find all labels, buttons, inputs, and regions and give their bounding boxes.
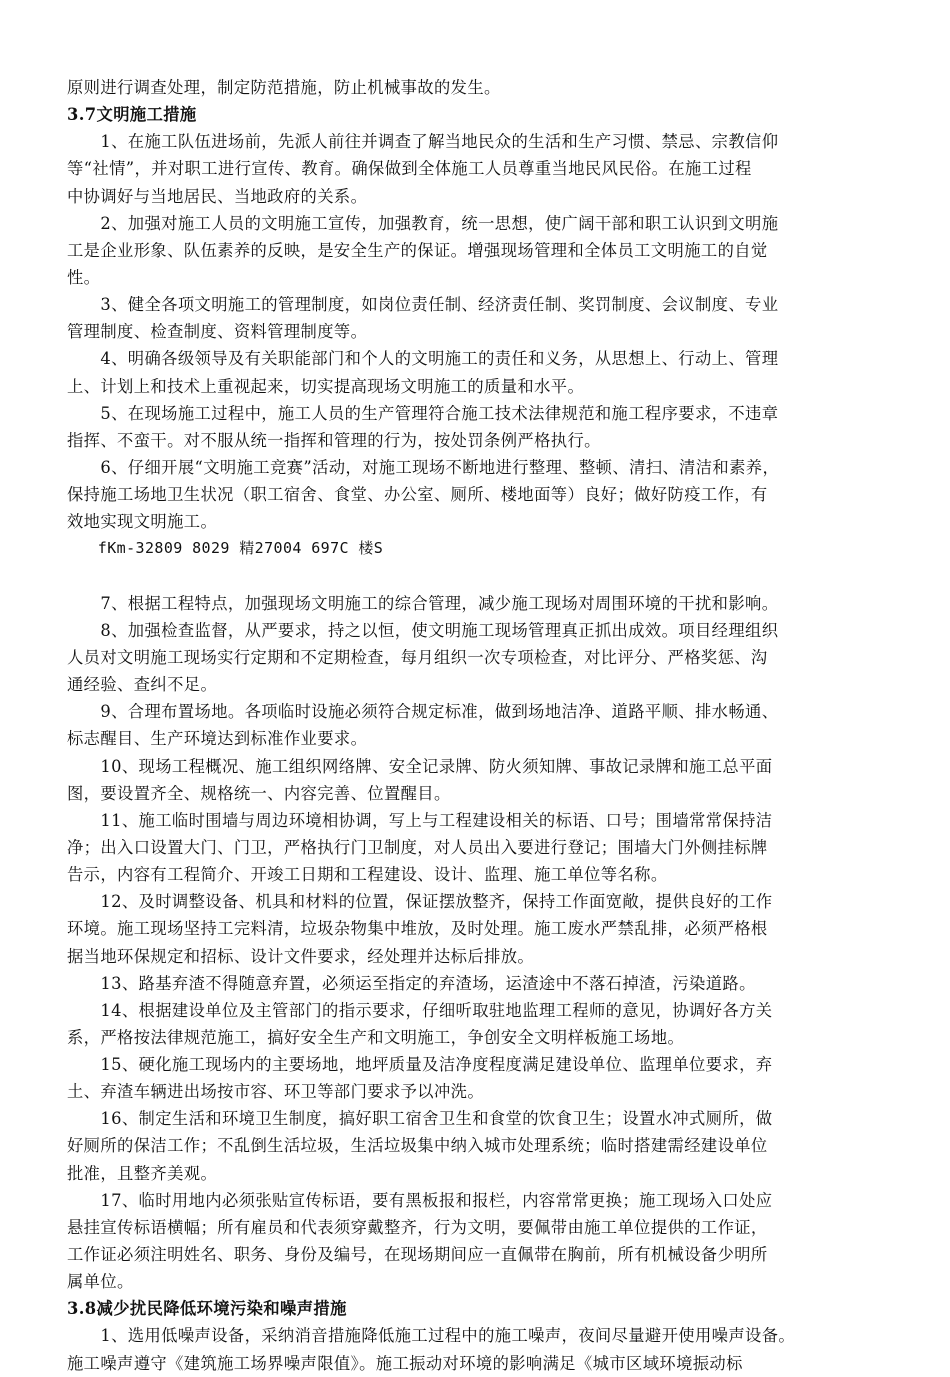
text-line: 8、加强检查监督，从严要求，持之以恒，使文明施工现场管理真正抓出成效。项目经理组织 (67, 620, 779, 640)
text-line: 12、及时调整设备、机具和材料的位置，保证摆放整齐，保持工作面宽敞，提供良好的工作 (67, 892, 773, 912)
text-line: 属单位。 (67, 1272, 134, 1292)
text-line: 工是企业形象、队伍素养的反映，是安全生产的保证。增强现场管理和全体员工文明施工的自觉 (67, 240, 768, 260)
section-heading: 3.7文明施工措施 (67, 105, 197, 125)
text-line: 1、选用低噪声设备，采纳消音措施降低施工过程中的施工噪声，夜间尽量避开使用噪声设备。 (67, 1326, 796, 1346)
blank-line (67, 563, 897, 590)
text-line: 等“社情”，并对职工进行宣传、教育。确保做到全体施工人员尊重当地民风民俗。在施工过程 (67, 159, 752, 179)
text-line: 原则进行调查处理，制定防范措施，防止机械事故的发生。 (67, 78, 501, 97)
section-heading: 3.8减少扰民降低环境污染和噪声措施 (67, 1299, 347, 1319)
text-line: 17、临时用地内必须张贴宣传标语，要有黑板报和报栏，内容常常更换；施工现场入口处应 (67, 1190, 773, 1210)
text-line: 10、现场工程概况、施工组织网络牌、安全记录牌、防火须知牌、事故记录牌和施工总平面 (67, 756, 773, 776)
text-line: 据当地环保规定和招标、设计文件要求，经处理并达标后排放。 (67, 946, 535, 966)
text-line: 16、制定生活和环境卫生制度，搞好职工宿舍卫生和食堂的饮食卫生；设置水冲式厕所，做 (67, 1109, 773, 1129)
text-line: 效地实现文明施工。 (67, 512, 218, 532)
document-page (67, 74, 897, 1377)
text-line: 11、施工临时围墙与周边环境相协调，写上与工程建设相关的标语、口号；围墙常常保持洁 (67, 810, 773, 830)
text-line: 通经验、查纠不足。 (67, 675, 218, 695)
text-line: 施工噪声遵守《建筑施工场界噪声限值》。施工振动对环境的影响满足《城市区域环境振动标 (67, 1353, 743, 1373)
text-line: 好厕所的保洁工作；不乱倒生活垃圾，生活垃圾集中纳入城市处理系统；临时搭建需经建设单位 (67, 1136, 768, 1156)
text-line: 5、在现场施工过程中，施工人员的生产管理符合施工技术法律规范和施工程序要求，不违章 (67, 403, 779, 423)
text-line: 环境。施工现场坚持工完料清，垃圾杂物集中堆放，及时处理。施工废水严禁乱排，必须严格根 (67, 919, 768, 939)
text-line: 保持施工场地卫生状况（职工宿舍、食堂、办公室、厕所、楼地面等）良好；做好防疫工作，有 (67, 485, 768, 505)
text-line: 4、明确各级领导及有关职能部门和个人的文明施工的责任和义务，从思想上、行动上、管理 (67, 349, 779, 369)
text-line: 性。 (67, 267, 101, 287)
text-line: 告示，内容有工程简介、开竣工日期和工程建设、设计、监理、施工单位等名称。 (67, 865, 668, 885)
text-line: 人员对文明施工现场实行定期和不定期检查，每月组织一次专项检查，对比评分、严格奖惩、沟 (67, 647, 768, 667)
text-line: 15、硬化施工现场内的主要场地，地坪质量及洁净度程度满足建设单位、监理单位要求，弃 (67, 1055, 773, 1075)
text-line: 管理制度、检查制度、资料管理制度等。 (67, 322, 368, 342)
text-line: 2、加强对施工人员的文明施工宣传，加强教育，统一思想，使广阔干部和职工认识到文明施 (67, 213, 779, 233)
text-line: 土、弃渣车辆进出场按市容、环卫等部门要求予以冲洗。 (67, 1082, 485, 1102)
text-line: 6、仔细开展“文明施工竞赛”活动，对施工现场不断地进行整理、整顿、清扫、清洁和素养， (67, 457, 780, 477)
text-line: 指挥、不蛮干。对不服从统一指挥和管理的行为，按处罚条例严格执行。 (67, 430, 601, 450)
text-line: 工作证必须注明姓名、职务、身份及编号，在现场期间应一直佩带在胸前，所有机械设备少明所 (67, 1245, 768, 1265)
text-line: 14、根据建设单位及主管部门的指示要求，仔细听取驻地监理工程师的意见，协调好各方关 (67, 1000, 773, 1020)
text-line: 批准，且整齐美观。 (67, 1163, 218, 1183)
text-line: 13、路基弃渣不得随意弃置，必须运至指定的弃渣场，运渣途中不落石掉渣，污染道路。 (67, 973, 756, 993)
code-line: fKm-32809 8029 精27004 697C 楼S (67, 539, 384, 558)
text-line: 中协调好与当地居民、当地政府的关系。 (67, 186, 368, 206)
text-line: 悬挂宣传标语横幅；所有雇员和代表须穿戴整齐，行为文明，要佩带由施工单位提供的工作证， (67, 1217, 768, 1237)
text-line: 图，要设置齐全、规格统一、内容完善、位置醒目。 (67, 783, 451, 803)
text-line: 净；出入口设置大门、门卫，严格执行门卫制度，对人员出入要进行登记；围墙大门外侧挂标牌 (67, 837, 768, 857)
text-line: 1、在施工队伍进场前，先派人前往并调查了解当地民众的生活和生产习惯、禁忌、宗教信仰 (67, 132, 779, 152)
text-line: 标志醒目、生产环境达到标准作业要求。 (67, 729, 368, 749)
text-line: 3、健全各项文明施工的管理制度，如岗位责任制、经济责任制、奖罚制度、会议制度、专业 (67, 295, 779, 315)
text-line: 上、计划上和技术上重视起来，切实提高现场文明施工的质量和水平。 (67, 376, 585, 396)
text-line: 系，严格按法律规范施工，搞好安全生产和文明施工，争创安全文明样板施工场地。 (67, 1027, 685, 1047)
text-line: 7、根据工程特点，加强现场文明施工的综合管理，减少施工现场对周围环境的干扰和影响。 (67, 593, 779, 613)
text-line: 9、合理布置场地。各项临时设施必须符合规定标准，做到场地洁净、道路平顺、排水畅通、 (67, 702, 779, 722)
